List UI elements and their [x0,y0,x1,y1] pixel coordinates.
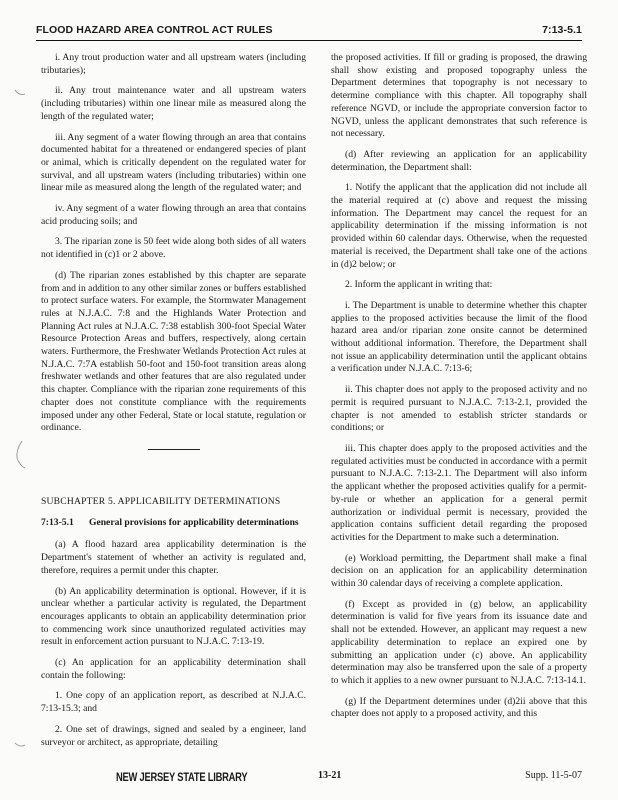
paragraph: (d) After reviewing an application for an applicability determination, the Department shall: [331,148,587,173]
header-section-number: 7:13-5.1 [542,24,582,36]
paragraph: 3. The riparian zone is 50 feet wide along both sides of all waters not identified in (c)1 or 2 above. [41,236,306,261]
paragraph: i. The Department is unable to determine whether this chapter applies to the proposed activities because the limit of the flood hazard area and/or riparian zone onsite cannot be determined without additional information. Therefore, the Department shall not issue an applicability determination until the applicant obtains a verification under N.J.A.C. 7:13-6; [331,299,587,375]
paragraph: (c) An application for an applicability determination shall contain the following: [41,657,306,681]
paragraph: iv. Any segment of a water flowing through an area that contains acid producing soils; and [41,203,306,227]
paragraph: 1. One copy of an application report, as described at N.J.A.C. 7:13-15.3; and [41,690,306,715]
header-title: FLOOD HAZARD AREA CONTROL ACT RULES [36,24,273,36]
supplement-date: Supp. 11-5-07 [525,770,582,781]
page-number: 13-21 [318,770,342,781]
page-footer [36,770,582,784]
paragraph: (e) Workload permitting, the Department shall make a final decision on an application for an applicability determination within 30 calendar days of receiving a complete application. [331,552,587,590]
paragraph: 2. One set of drawings, signed and sealed by a engineer, land surveyor or architect, as appropriate, detailing [41,723,306,748]
section-title: General provisions for applicability determinations [89,516,299,528]
paragraph: (g) If the Department determines under (d)2ii above that this chapter does not apply to a proposed activity, and this [331,695,587,720]
paragraph: ii. Any trout maintenance water and all upstream waters (including tributaries) within one linear mile as measured along the length of the regulated water; [41,85,306,122]
paragraph: 1. Notify the applicant that the application did not include all the material required at (c) above and request the missing information. The Department may cancel the request for an applicability determination if the missing information is not provided within 60 calendar days. Otherwise, when the requested material is received, the Department shall take one of the actions in (d)2 below; or [331,182,587,270]
left-column [41,52,306,757]
paragraph: (a) A flood hazard area applicability determination is the Department's statement of whether an activity is regulated and, therefore, requires a permit under this chapter. [41,539,306,576]
running-header [36,20,582,41]
paragraph: the proposed activities. If fill or grading is proposed, the drawing shall show existing and proposed topography unless the Department determines that topography is not necessary to determine compliance with this chapter. All topography shall reference NGVD, or include the appropriate conversion factor to NGVD, unless the applicant demonstrates that such reference is not necessary. [331,52,587,140]
paragraph: (f) Except as provided in (g) below, an applicability determination is valid for five years from its issuance date and shall not be extended. However, an applicant may request a new applicability determination to replace an expired one by submitting an application under (c) above. An applicability determination may also be transferred upon the sale of a property to which it applies to a new owner pursuant to N.J.A.C. 7:13-14.1. [331,598,587,686]
paragraph: iii. This chapter does apply to the proposed activities and the regulated activities must be conducted in accordance with a permit pursuant to N.J.A.C. 7:13-2.1. The Department will also inform the applicant whether the proposed activities qualify for a permit-by-rule or whether an application for a general permit authorization or individual permit is necessary, provided the application contains sufficient detail regarding the proposed activities for the Department to make such a determination. [331,442,588,543]
margin-scan-mark [14,740,26,750]
section-number: 7:13-5.1 [41,516,74,528]
section-divider [148,449,200,450]
paragraph: (d) The riparian zones established by this chapter are separate from and in addition to any other similar zones or buffers established to protect surface waters. For example, the Stormwater Management rules at N.J.A.C. 7:8 and the Highlands Water Protection and Planning Act rules at N.J.A.C. 7:38 establish 300-foot Special Water Resource Protection Areas and buffers, respectively, along certain waters. Furthermore, the Freshwater Wetlands Protection Act rules at N.J.A.C. 7:7A establish 50-foot and 150-foot transition areas along freshwater wetlands and other features that are also regulated under this chapter. Compliance with the riparian zone requirements of this chapter does not constitute compliance with the requirements imposed under any other Federal, State or local statute, regulation or ordinance. [41,269,306,434]
right-column [331,52,587,729]
margin-scan-mark [14,88,26,98]
paragraph: 2. Inform the applicant in writing that: [345,279,493,291]
paragraph: (b) An applicability determination is optional. However, if it is unclear whether a particular activity is regulated, the Department encourages applicants to obtain an applicability determination prior to commencing work since unauthorized regulated activities may result in enforcement action pursuant to N.J.A.C. 7:13-19. [41,585,306,648]
library-stamp: NEW JERSEY STATE LIBRARY [116,770,248,784]
margin-scan-mark [14,440,26,450]
paragraph: i. Any trout production water and all upstream waters (including tributaries); [41,52,306,76]
subchapter-heading: SUBCHAPTER 5. APPLICABILITY DETERMINATIONS [41,495,281,507]
paragraph: ii. This chapter does not apply to the proposed activity and no permit is required pursuant to N.J.A.C. 7:13-2.1, provided the chapter is not amended to establish stricter standards or conditions; or [331,384,587,434]
section-heading [41,517,306,530]
paragraph: iii. Any segment of a water flowing through an area that contains documented habitat for a threatened or endangered species of plant or animal, which is critically dependent on the regulated water for survival, and all upstream waters (including tributaries) within one linear mile as measured along the length of the regulated water; and [41,131,306,194]
